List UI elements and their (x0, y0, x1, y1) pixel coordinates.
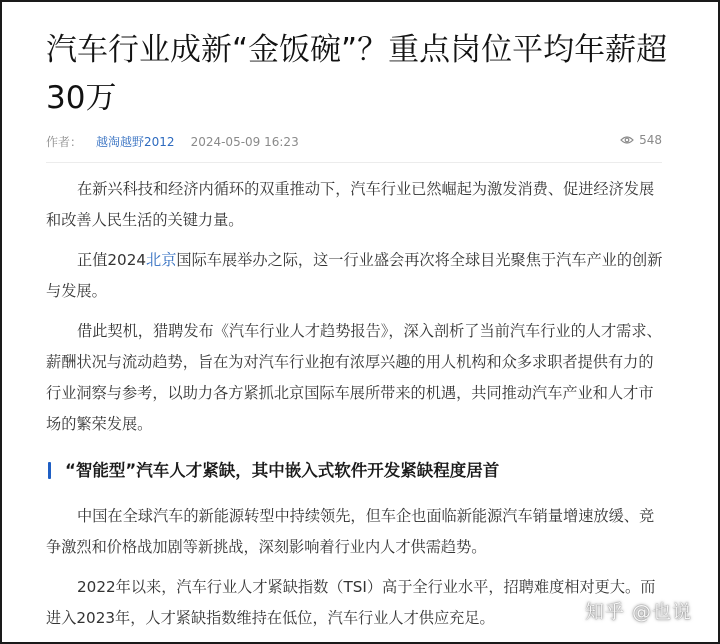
paragraph-2-text-a: 正值2024 (77, 251, 147, 269)
heading-accent-bar (48, 462, 51, 479)
paragraph-1: 在新兴科技和经济内循环的双重推动下，汽车行业已然崛起为激发消费、促进经济发展和改善人民生活的关键力量。 (46, 180, 655, 229)
paragraph-4: 中国在全球汽车的新能源转型中持续领先，但车企也面临新能源汽车销量增速放缓、竞争激烈和价格战加剧等新挑战，深刻影响着行业内人才供需趋势。 (46, 507, 655, 556)
paragraph-5: 2022年以来，汽车行业人才紧缺指数（TSI）高于全行业水平，招聘难度相对更大。而进入2023年，人才紧缺指数维持在低位，汽车行业人才供应充足。 (46, 578, 656, 627)
beijing-link[interactable]: 北京 (146, 251, 177, 269)
view-count (620, 133, 662, 147)
article-meta (46, 133, 662, 153)
paragraph-2-text-b: 国际车展举办之际，这一行业盛会再次将全球目光聚焦于汽车产业的创新与发展。 (46, 251, 663, 300)
paragraph-3: 借此契机，猎聘发布《汽车行业人才趋势报告》，深入剖析了当前汽车行业的人才需求、薪酬状况与流动趋势，旨在为对汽车行业抱有浓厚兴趣的用人机构和众多求职者提供有力的行业洞察与参考，以助力各方紧抓北京国际车展所带来的机遇，共同推动汽车产业和人才市场的繁荣发展。 (46, 322, 662, 433)
eye-icon (620, 135, 634, 145)
meta-divider (46, 162, 662, 163)
publish-date: 2024-05-09 16:23 (190, 135, 299, 149)
view-count-value: 548 (639, 133, 662, 147)
zhihu-watermark: 知乎 @也说 (585, 601, 693, 623)
article-title: 汽车行业成新“金饭碗”？重点岗位平均年薪超30万 (46, 32, 668, 116)
author-label: 作者： (46, 135, 83, 149)
section-heading (48, 458, 499, 484)
paragraph-2 (46, 245, 668, 307)
author-link[interactable]: 越淘越野2012 (96, 135, 175, 149)
section-heading-text: “智能型”汽车人才紧缺，其中嵌入式软件开发紧缺程度居首 (65, 461, 500, 480)
